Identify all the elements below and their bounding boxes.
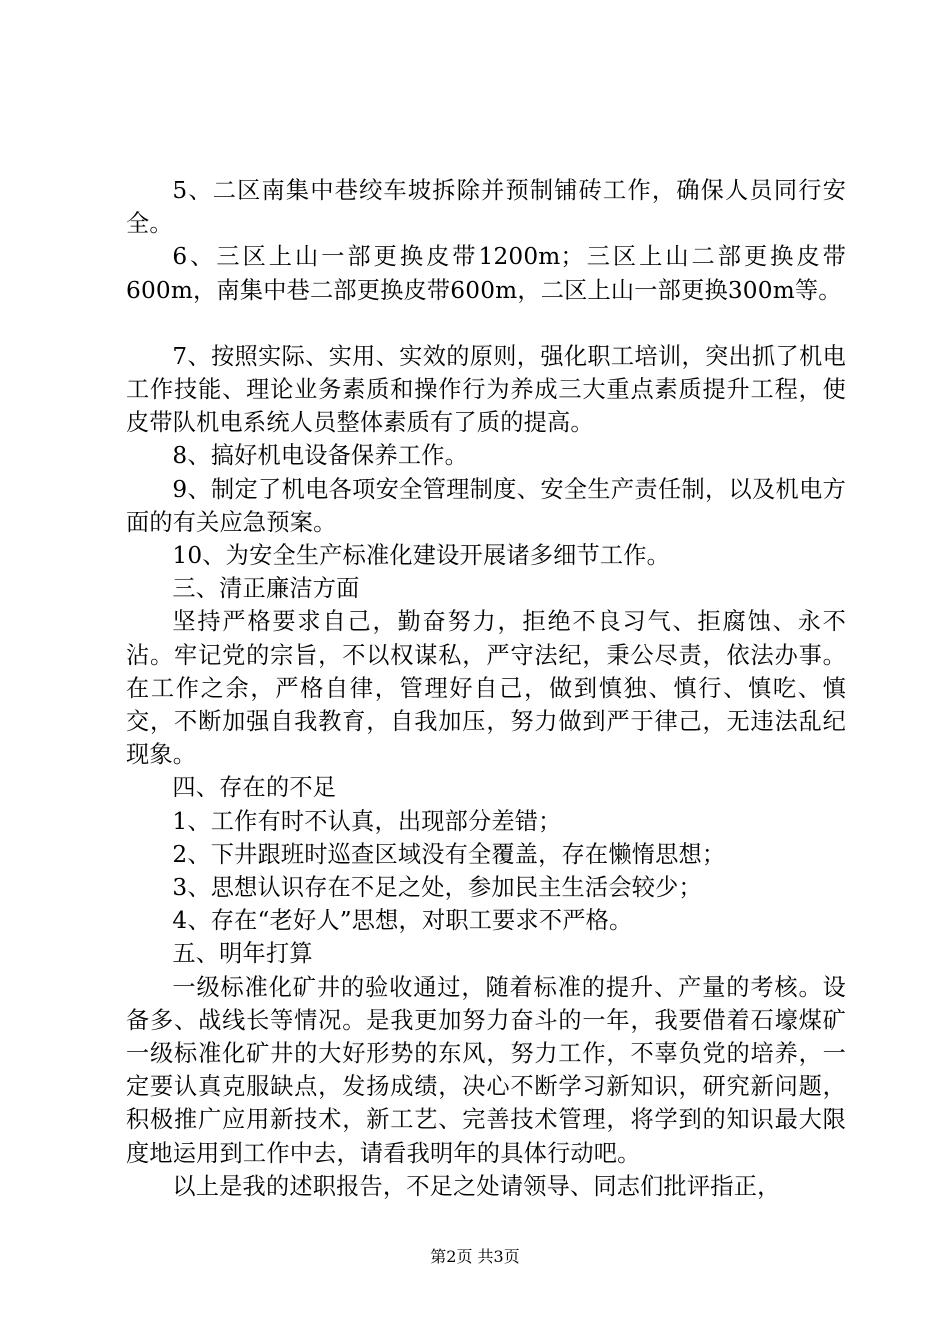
shortcoming-item-3: 3、思想认识存在不足之处，参加民主生活会较少；	[172, 874, 702, 902]
section-heading-shortcomings: 四、存在的不足	[172, 774, 337, 802]
paragraph-item-9: 9、制定了机电各项安全管理制度、安全生产责任制，以及机电方面的有关应急预案。	[126, 475, 846, 536]
paragraph-next-year: 一级标准化矿井的验收通过，随着标准的提升、产量的考核。设备多、战线长等情况。是我更加努力奋斗的一年，我要借着石壕煤矿一级标准化矿井的大好形势的东风，努力工作，不辜负党的培养，一定要认真克服缺点，发扬成绩，决心不断学习新知识，研究新问题，积极推广应用新技术，新工艺、完善技术管理，将学到的知识最大限度地运用到工作中去，请看我明年的具体行动吧。	[126, 973, 846, 1167]
section-heading-next-year: 五、明年打算	[172, 940, 313, 968]
shortcoming-item-1: 1、工作有时不认真，出现部分差错；	[172, 807, 562, 835]
shortcoming-item-2: 2、下井跟班时巡查区域没有全覆盖，存在懒惰思想；	[172, 840, 726, 868]
paragraph-item-5: 5、二区南集中巷绞车坡拆除并预制铺砖工作，确保人员同行安全。	[126, 177, 846, 238]
paragraph-item-7: 7、按照实际、实用、实效的原则，强化职工培训，突出抓了机电工作技能、理论业务素质和操作行为养成三大重点素质提升工程，使皮带队机电系统人员整体素质有了质的提高。	[126, 342, 846, 437]
paragraph-item-10: 10、为安全生产标准化建设开展诸多细节工作。	[172, 542, 671, 570]
page-number-footer: 第2页 共3页	[430, 1247, 520, 1266]
paragraph-closing: 以上是我的述职报告，不足之处请领导、同志们批评指正，	[172, 1172, 781, 1200]
paragraph-integrity: 坚持严格要求自己，勤奋努力，拒绝不良习气、拒腐蚀、永不沾。牢记党的宗旨，不以权谋私，严守法纪，秉公尽责，依法办事。在工作之余，严格自律，管理好自己，做到慎独、慎行、慎吃、慎交，不断加强自我教育，自我加压，努力做到严于律己，无违法乱纪现象。	[126, 608, 846, 769]
paragraph-item-6: 6、三区上山一部更换皮带1200m；三区上山二部更换皮带600m，南集中巷二部更换皮带600m，二区上山一部更换300m等。	[126, 243, 846, 304]
paragraph-item-8: 8、搞好机电设备保养工作。	[172, 442, 468, 470]
document-body	[126, 174, 846, 1203]
section-heading-integrity: 三、清正廉洁方面	[172, 575, 360, 603]
shortcoming-item-4: 4、存在“老好人”思想，对职工要求不严格。	[172, 907, 633, 935]
